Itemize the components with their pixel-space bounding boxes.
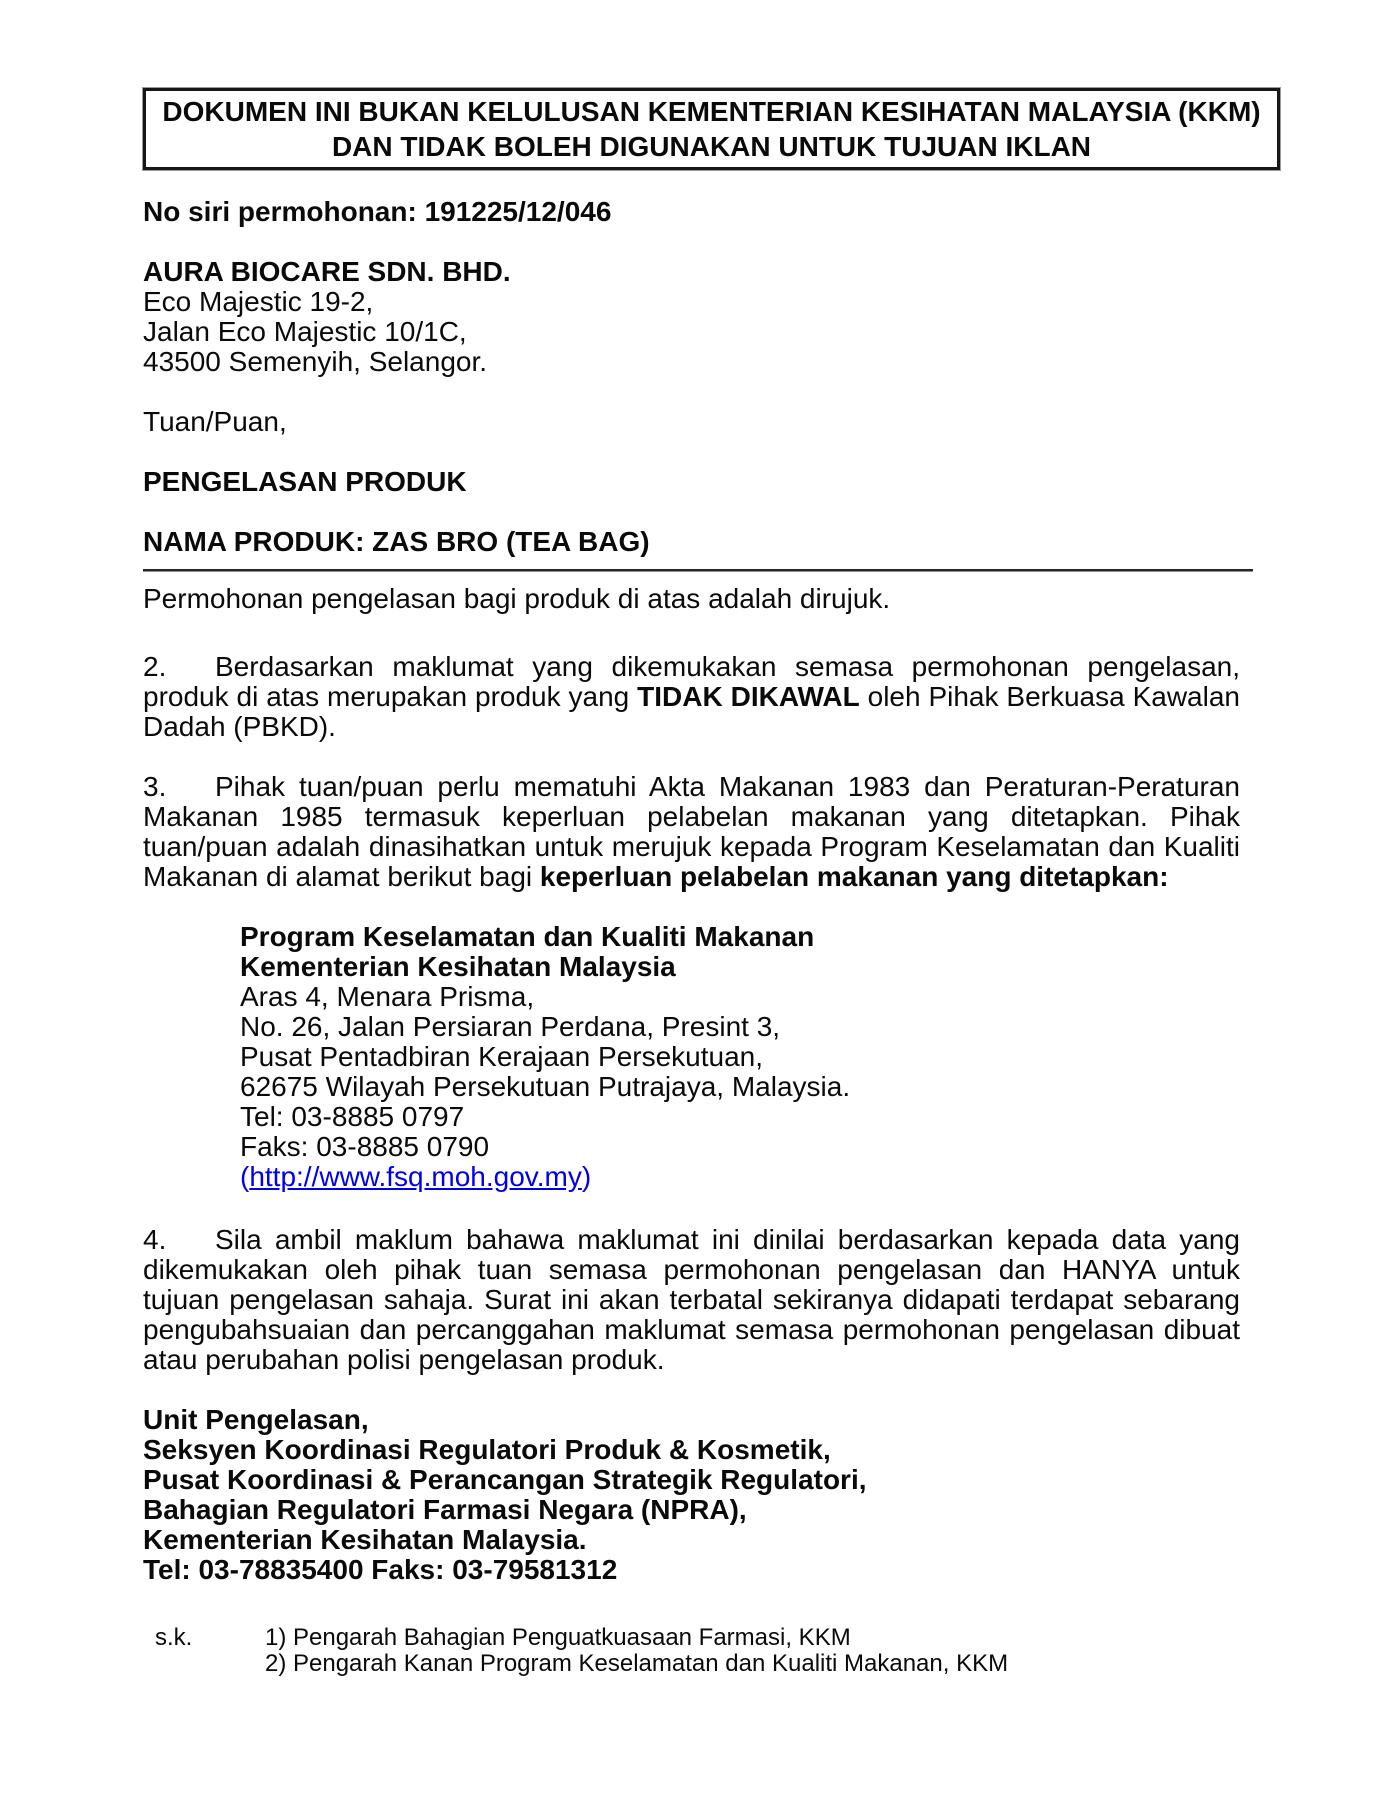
paragraph-2 [143,652,1240,742]
fsq-faks-line: Faks: 03-8885 0790 [240,1131,490,1162]
fsq-address-line: Pusat Pentadbiran Kerajaan Persekutuan, [240,1041,764,1072]
fsq-website-link[interactable]: http://www.fsq.moh.gov.my [249,1161,582,1192]
paragraph-2-text: Berdasarkan maklumat yang dikemukakan semasa permohonan pengelasan, produk di atas merupakan produk yang [143,651,1240,712]
paragraph-4 [143,1225,1240,1375]
sender-line: Bahagian Regulatori Farmasi Negara (NPRA), [143,1494,747,1525]
paragraph-4-text: Sila ambil maklum bahawa maklumat ini dinilai berdasarkan kepada data yang dikemukakan oleh pihak tuan semasa permohonan pengelasan dan HANYA untuk tujuan pengelasan sahaja. Surat ini akan terbatal sekiranya didapati terdapat sebarang pengubahsuaian dan percanggahan maklumat semasa permohonan pengelasan dibuat atau perubahan polisi pengelasan produk. [143,1224,1240,1375]
notice-line-1: DOKUMEN INI BUKAN KELULUSAN KEMENTERIAN KESIHATAN MALAYSIA (KKM) [162,96,1261,127]
fsq-tel-line: Tel: 03-8885 0797 [240,1101,465,1132]
fsq-program-name: Program Keselamatan dan Kualiti Makanan [240,921,815,952]
fsq-contact-block [240,922,1240,1192]
fsq-address-line: No. 26, Jalan Persiaran Perdana, Presint 3, [240,1011,781,1042]
cc-block [143,1625,1240,1677]
salutation: Tuan/Puan, [143,406,287,437]
sender-line: Seksyen Koordinasi Regulatori Produk & Kosmetik, [143,1434,831,1465]
sender-line: Unit Pengelasan, [143,1404,369,1435]
applicant-address-line: Jalan Eco Majestic 10/1C, [143,316,467,347]
serial-number-line: No siri permohonan: 191225/12/046 [143,196,612,227]
product-name-heading: NAMA PRODUK: ZAS BRO (TEA BAG) [143,526,650,557]
applicant-address-line: 43500 Semenyih, Selangor. [143,346,488,377]
cc-item: 2) Pengarah Kanan Program Keselamatan dan Kualiti Makanan, KKM [265,1650,1009,1677]
notice-box [143,88,1280,170]
open-paren: ( [240,1161,250,1192]
cc-item: 1) Pengarah Bahagian Penguatkuasaan Farmasi, KKM [265,1624,851,1651]
sender-signature-block [143,1405,1240,1585]
paragraph-3-number: 3. [143,771,167,802]
cc-label: s.k. [155,1624,193,1651]
paragraph-4-number: 4. [143,1224,167,1255]
fsq-address-line: 62675 Wilayah Persekutuan Putrajaya, Malaysia. [240,1071,851,1102]
applicant-name: AURA BIOCARE SDN. BHD. [143,256,511,287]
fsq-ministry-name: Kementerian Kesihatan Malaysia [240,951,676,982]
applicant-address-line: Eco Majestic 19-2, [143,286,374,317]
notice-line-2: DAN TIDAK BOLEH DIGUNAKAN UNTUK TUJUAN IKLAN [331,131,1092,162]
sender-line: Kementerian Kesihatan Malaysia. [143,1524,587,1555]
sender-line: Pusat Koordinasi & Perancangan Strategik Regulatori, [143,1464,867,1495]
cc-items [265,1625,1008,1677]
fsq-website-line [240,1162,1240,1192]
subject-heading: PENGELASAN PRODUK [143,466,467,497]
paragraph-2-number: 2. [143,651,167,682]
paragraph-2-text: oleh Pihak Berkuasa Kawalan Dadah (PBKD). [143,681,1240,742]
close-paren: ) [581,1161,592,1192]
divider-rule [143,569,1253,572]
intro-paragraph: Permohonan pengelasan bagi produk di atas adalah dirujuk. [143,583,891,614]
paragraph-3 [143,772,1240,892]
paragraph-3-text: Pihak tuan/puan perlu mematuhi Akta Makanan 1983 dan Peraturan-Peraturan Makanan 1985 termasuk keperluan pelabelan makanan yang ditetapkan. Pihak tuan/puan adalah dinasihatkan untuk merujuk kepada Program Keselamatan dan Kualiti Makanan di alamat berikut bagi [143,771,1240,892]
fsq-address-line: Aras 4, Menara Prisma, [240,981,535,1012]
applicant-address-block [143,257,1240,377]
paragraph-3-bold-text: keperluan pelabelan makanan yang ditetapkan: [539,861,1169,892]
paragraph-2-bold-text: TIDAK DIKAWAL [637,681,860,712]
sender-tel-faks-line: Tel: 03-78835400 Faks: 03-79581312 [143,1554,618,1585]
